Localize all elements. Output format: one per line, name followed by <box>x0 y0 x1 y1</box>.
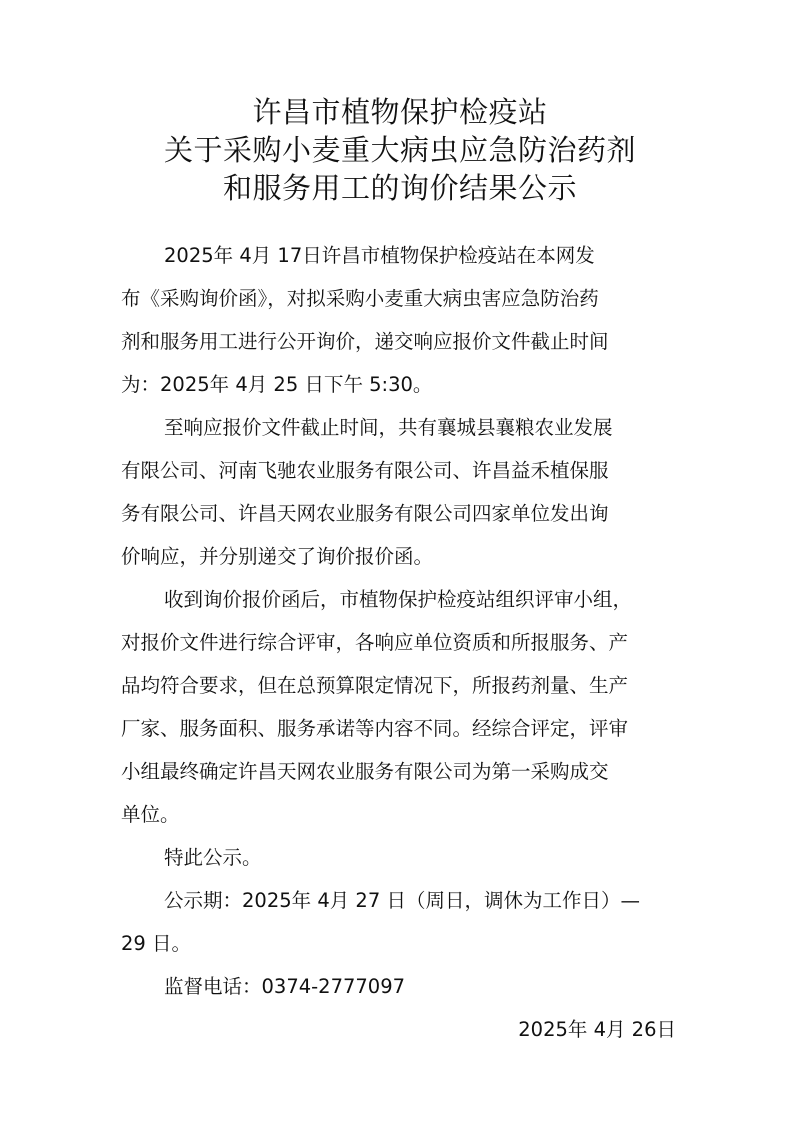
body-line: 至响应报价文件截止时间，共有襄城县襄粮农业发展 <box>164 416 613 439</box>
title-line-3: 和服务用工的询价结果公示 <box>222 171 577 205</box>
body-line: 品均符合要求，但在总预算限定情况下，所报药剂量、生产 <box>121 674 629 697</box>
body-line: 有限公司、河南飞驰农业服务有限公司、许昌益禾植保服 <box>121 459 609 482</box>
body-line: 对报价文件进行综合评审，各响应单位资质和所报服务、产 <box>121 631 629 654</box>
title-line-1: 许昌市植物保护检疫站 <box>252 95 548 129</box>
body-line: 布《采购询价函》，对拟采购小麦重大病虫害应急防治药 <box>121 287 599 310</box>
body-line: 29 日。 <box>121 932 192 955</box>
body-line: 剂和服务用工进行公开询价，递交响应报价文件截止时间 <box>121 330 609 353</box>
body-line: 务有限公司、许昌天网农业服务有限公司四家单位发出询 <box>121 502 609 525</box>
body-line: 为：2025年 4月 25 日下午 5:30。 <box>121 373 433 396</box>
body-line: 监督电话：0374-2777097 <box>164 975 406 998</box>
body-line: 2025年 4月 17日许昌市植物保护检疫站在本网发 <box>164 244 595 267</box>
body-line: 单位。 <box>121 803 180 826</box>
title-line-2: 关于采购小麦重大病虫应急防治药剂 <box>163 133 636 167</box>
body-line: 公示期：2025年 4月 27 日（周日，调休为工作日）— <box>164 889 640 912</box>
body-line: 收到询价报价函后，市植物保护检疫站组织评审小组， <box>164 588 633 611</box>
body-line: 厂家、服务面积、服务承诺等内容不同。经综合评定，评审 <box>121 717 629 740</box>
body-line: 特此公示。 <box>164 846 262 869</box>
body-line: 价响应，并分别递交了询价报价函。 <box>121 545 434 568</box>
body-line: 小组最终确定许昌天网农业服务有限公司为第一采购成交 <box>121 760 609 783</box>
signature-date: 2025年 4月 26日 <box>518 1018 676 1041</box>
